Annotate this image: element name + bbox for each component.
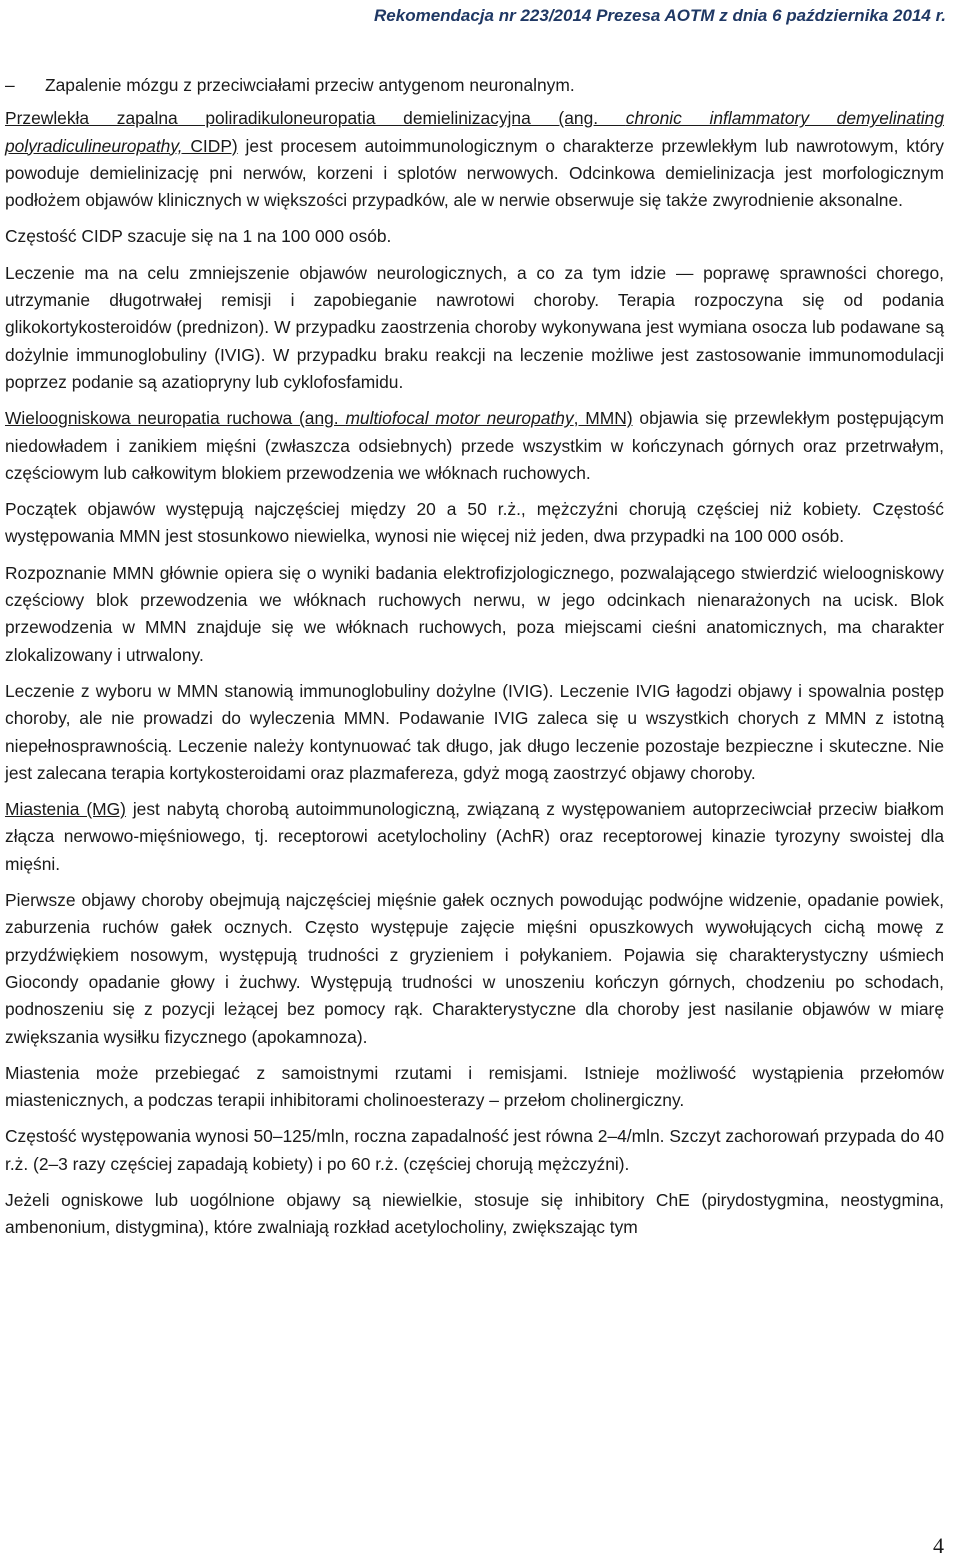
mg-treatment-paragraph: Jeżeli ogniskowe lub uogólnione objawy są niewielkie, stosuje się inhibitory ChE (pirydostygmina, neostygmina, ambenonium, distygmina), które zwalniają rozkład acetylocholiny, zwiększając tym bbox=[5, 1189, 944, 1238]
cidp-term: Przewlekła zapalna poliradikuloneuropatia demielinizacyjna (ang. bbox=[5, 108, 626, 129]
mg-definition-paragraph bbox=[5, 796, 944, 878]
cidp-term-english: chronic inflammatory demyelinating polyradiculineuropathy, bbox=[5, 108, 944, 156]
document-header-title: Rekomendacja nr 223/2014 Prezesa AOTM z dnia 6 października 2014 r. bbox=[374, 6, 946, 25]
mmn-definition-text: objawia się przewlekłym postępującym niedowładem i zanikiem mięśni (zwłaszcza odsiebnych) przede wszystkim w kończynach górnych oraz przetrwałym, częściowym lub całkowitym blokiem przewodzenia we włóknach ruchowych. bbox=[5, 408, 945, 483]
mg-definition-text: jest nabytą chorobą autoimmunologiczną, związaną z występowaniem autoprzeciwciał przeciw białkom złącza nerwowo-mięśniowego, tj. receptorowi acetylocholiny (AchR) oraz receptorowej kinazie tyrozyny swoistej dla mięśni. bbox=[5, 799, 944, 874]
mmn-diagnosis-paragraph: Rozpoznanie MMN głównie opiera się o wyniki badania elektrofizjologicznego, pozwalającego stwierdzić wieloogniskowy częściowy blok przewodzenia we włóknach ruchowych nerwu, w jego odcinkach nienarażonych na ucisk. Blok przewodzenia w MMN znajduje się we włóknach ruchowych, poza miejscami cieśni anatomicznych, ma charakter zlokalizowany i utrwalony. bbox=[5, 562, 944, 665]
document-body bbox=[5, 72, 944, 1251]
mmn-definition-paragraph bbox=[5, 405, 944, 487]
mg-frequency-paragraph: Częstość występowania wynosi 50–125/mln, roczna zapadalność jest równa 2–4/mln. Szczyt zachorowań przypada do 40 r.ż. (2–3 razy częściej zapadają kobiety) i po 60 r.ż. (częściej chorują mężczyźni). bbox=[5, 1126, 944, 1174]
mmn-term-english: multiofocal motor neuropathy bbox=[345, 408, 574, 429]
mg-term: Miastenia (MG) bbox=[5, 799, 126, 820]
cidp-treatment-paragraph: Leczenie ma na celu zmniejszenie objawów neurologicznych, a co za tym idzie — poprawę sprawności chorego, utrzymanie długotrwałej remisji i zapobieganie nawrotowi choroby. Terapia rozpoczyna się od podania glikokortykosteroidów (prednizon). W przypadku zaostrzenia choroby wykonywana jest wymiana osocza lub podawane są dożylnie immunoglobuliny (IVIG). W przypadku braku reakcji na leczenie możliwe jest zastosowanie immunomodulacji poprzez podanie są azatiopryny lub cyklofosfamidu. bbox=[5, 262, 944, 392]
mg-symptoms-paragraph: Pierwsze objawy choroby obejmują najczęściej mięśnie gałek ocznych powodując podwójne widzenie, opadanie powiek, zaburzenia ruchów gałek ocznych. Często występuje zajęcie mięśni opuszkowych wywołujących cichą mowę z przydźwiękiem nosowym, występują trudności z gryzieniem i połykaniem. Pojawia się charakterystyczny uśmiech Giocondy opadanie głowy i żuchwy. Występują trudności w unoszeniu kończyn górnych, chodzeniu po schodach, podnoszeniu się z pozycji leżącej bez pomocy rąk. Charakterystyczne dla choroby jest nasilanie objawów w miarę zwiększania wysiłku fizycznego (apokamnoza). bbox=[5, 890, 944, 1047]
cidp-definition-text: jest procesem autoimmunologicznym o charakterze przewlekłym lub nawrotowym, który powoduje demielinizację pni nerwów, korzeni i splotów nerwowych. Odcinkowa demielinizacja jest morfologicznym podłożem objawów klinicznych w większości przypadków, ale w nerwie obserwuje się także zwyrodnienie aksonalne. bbox=[5, 135, 944, 211]
bullet-text: Zapalenie mózgu z przeciwciałami przeciw antygenom neuronalnym. bbox=[45, 75, 575, 95]
page-number: 4 bbox=[933, 1533, 944, 1558]
mmn-treatment-paragraph: Leczenie z wyboru w MMN stanowią immunoglobuliny dożylne (IVIG). Leczenie IVIG łagodzi objawy i spowalnia postęp choroby, ale nie prowadzi do wyleczenia MMN. Podawanie IVIG zaleca się u wszystkich chorych z MMN z istotną niepełnosprawnością. Leczenie należy kontynuować tak długo, jak długo leczenie pozostaje bezpieczne i skuteczne. Nie jest zalecana terapia kortykosteroidami oraz plazmafereza, gdyż mogą zaostrzyć objawy choroby. bbox=[5, 680, 944, 783]
cidp-term-abbrev: CIDP) bbox=[182, 135, 238, 156]
cidp-frequency-paragraph: Częstość CIDP szacuje się na 1 na 100 000 osób. bbox=[5, 226, 392, 247]
mmn-onset-paragraph: Początek objawów występują najczęściej między 20 a 50 r.ż., mężczyźni chorują częściej niż kobiety. Częstość występowania MMN jest stosunkowo niewielka, wynosi nie więcej niż jeden, dwa przypadki na 100 000 osób. bbox=[5, 499, 944, 547]
bullet-item bbox=[5, 72, 944, 99]
mmn-term-abbrev: , MMN) bbox=[573, 408, 633, 429]
mmn-term: Wieloogniskowa neuropatia ruchowa (ang. bbox=[5, 408, 346, 429]
bullet-dash: – bbox=[5, 75, 15, 95]
mg-course-paragraph: Miastenia może przebiegać z samoistnymi rzutami i remisjami. Istnieje możliwość wystąpienia przełomów miastenicznych, a podczas terapii inhibitorami cholinoesterazy – przełom cholinergiczny. bbox=[5, 1062, 944, 1111]
cidp-definition-paragraph bbox=[5, 105, 944, 214]
